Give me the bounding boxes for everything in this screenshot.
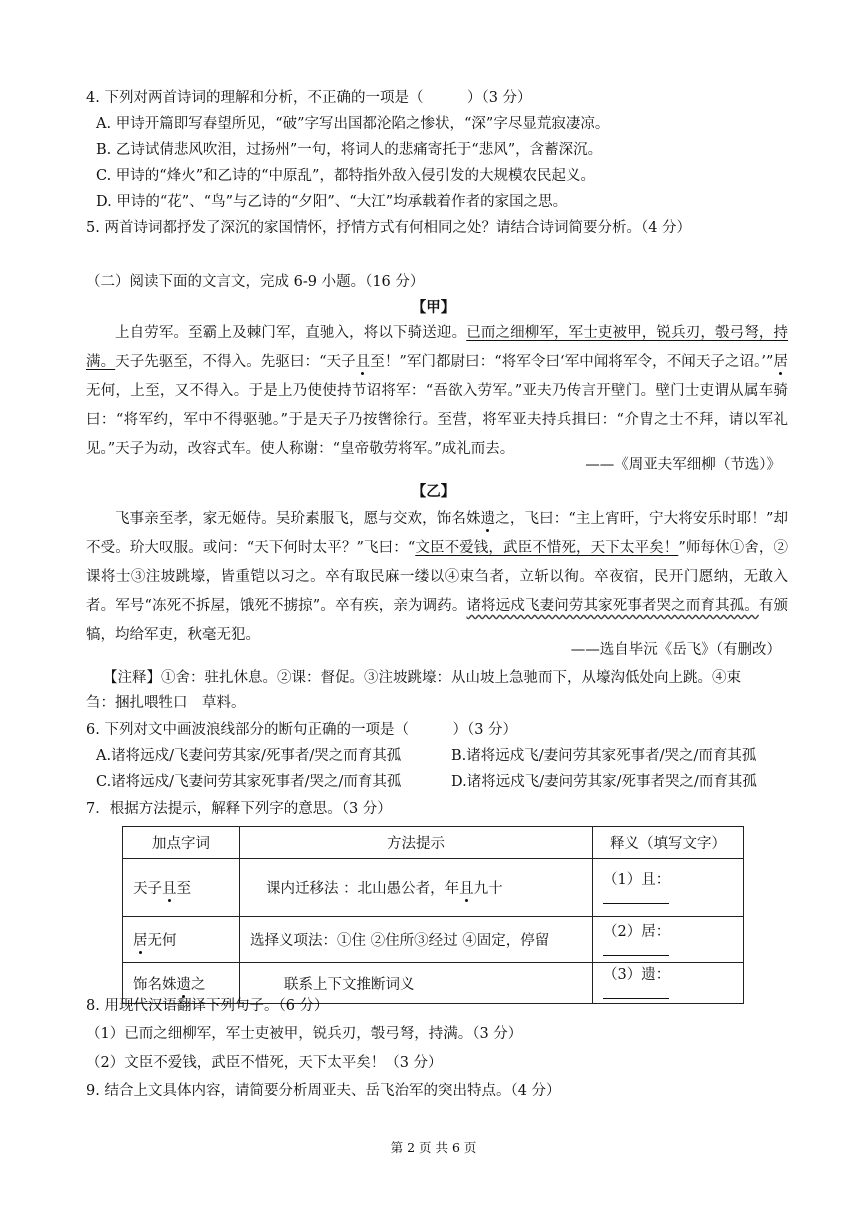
q8-sentence-2: （2）文臣不爱钱，武臣不惜死，天下太平矣！（3 分）: [86, 1055, 443, 1071]
dotted-char: 遗: [176, 976, 191, 993]
q7-row-1-answer: （1）且：: [593, 859, 744, 917]
q4-option-b: B. 乙诗试倩悲风吹泪，过扬州”一句，将词人的悲痛寄托于“悲风”，含蓄深沉。: [96, 142, 603, 158]
dotted-char: 居: [133, 933, 148, 949]
passage-jia-heading: 【甲】: [411, 299, 456, 316]
dotted-char-qie: 且: [355, 354, 371, 370]
passage-jia-source: ——《周亚夫军细柳（节选）》: [585, 457, 781, 473]
jia-text-b1: 天子先驱至，不得入。先驱曰：“天子: [115, 354, 356, 370]
dotted-char: 且: [459, 881, 474, 897]
passage-yi-heading: 【乙】: [411, 483, 456, 500]
q7-header-word: 加点字词: [123, 827, 240, 859]
q5-stem: 5. 两首诗词都抒发了深沉的家国情怀，抒情方式有何相同之处？请结合诗词简要分析。（4 分）: [86, 220, 692, 236]
q7-stem: 7．根据方法提示，解释下列字的意思。（3 分）: [86, 801, 392, 817]
q7-row-3-hint: 联系上下文推断词义: [240, 963, 593, 1004]
yi-text-a: 飞事亲至孝，家无姬侍。吴玠素服飞，愿与交欢，饰名姝: [115, 511, 481, 527]
dotted-char-ju: 居: [773, 354, 789, 370]
q8-sentence-1: （1）已而之细柳军，军士吏被甲，锐兵刃，彀弓弩，持满。（3 分）: [86, 1026, 523, 1042]
annotation-line-1: 【注释】①舍：驻扎休息。②课：督促。③注坡跳壕：从山坡上急驰而下，从壕沟低处向上跳。④束: [103, 670, 741, 686]
dotted-char: 且: [162, 881, 177, 897]
q7-table: [122, 826, 744, 1004]
q8-stem: 8. 用现代汉语翻译下列句子。（6 分）: [86, 998, 329, 1014]
answer-blank[interactable]: [603, 941, 669, 956]
jia-text-b3: 无何，上至，又不得入。于是上乃使使持节诏将军：“吾欲入劳军。”亚夫乃传言开壁门。壁门士吏谓从属车骑曰：“将军约，军中不得驱驰。”于是天子乃按辔徐行。至营，将军亚夫持兵揖曰：“介胄之士不拜，请以军礼见。”天子为动，改容式车。使人称谢：“皇帝敬劳将军。”成礼而去。: [86, 383, 788, 457]
q7-row-2-hint: 选择义项法：①住 ②住所③经过 ④固定，停留: [240, 917, 593, 963]
q7-header-hint: 方法提示: [240, 827, 593, 859]
q7-row-2: [123, 917, 744, 963]
answer-blank[interactable]: [603, 889, 669, 904]
dotted-char-yi: 遗: [480, 511, 496, 527]
page-footer: 第 2 页 共 6 页: [390, 1140, 477, 1155]
q7-row-1-hint: 课内迁移法 ：北山愚公者，年且九十: [240, 859, 593, 917]
q7-row-3-answer: （3）遗：: [593, 963, 744, 1004]
q7-row-1-word: 天子且至: [123, 859, 240, 917]
yi-text-b: 之，飞曰：“主上宵旰，宁大将安乐时耶！”却不受。玠大叹服。或问：“天下何时太平？”飞曰：“: [86, 511, 789, 556]
q6-option-d: D.诸将远戍飞/妻问劳其家/死事者哭之/而育其孤: [451, 774, 757, 790]
jia-underlined-sentence: 已而之细柳军，军士吏被甲，锐兵刃，彀弓弩，持满。: [86, 325, 789, 370]
q6-option-b: B.诸将远戍飞/妻问劳其家死事者/哭之/而育其孤: [451, 748, 757, 764]
q4-option-d: D. 甲诗的“花”、“鸟”与乙诗的“夕阳”、“大江”均承载着作者的家国之思。: [96, 194, 568, 210]
q4-option-c: C. 甲诗的“烽火”和乙诗的“中原乱”，都特指外敌入侵引发的大规模农民起义。: [96, 168, 595, 184]
q6-option-c: C.诸将远戍/飞妻问劳其家死事者/哭之/而育其孤: [96, 774, 402, 790]
answer-blank[interactable]: [603, 984, 669, 999]
q7-row-3-word: 饰名姝遗之: [123, 963, 240, 1004]
annotation-line-2: 刍：捆扎喂牲口 草料。: [86, 695, 246, 711]
q7-row-1: [123, 859, 744, 917]
yi-wavy-sentence: 诸将远戍飞妻问劳其家死事者哭之而育其孤。: [466, 598, 759, 614]
yi-underlined-sentence: 文臣不爱钱，武臣不惜死，天下太平矣！: [415, 540, 679, 556]
yi-text-d: 有颁犒，均给军吏，秋毫无犯。: [86, 598, 789, 643]
q6-option-a: A.诸将远戍/飞妻问劳其家/死事者/哭之而育其孤: [96, 748, 402, 764]
q6-stem: 6. 下列对文中画波浪线部分的断句正确的一项是（ ）（3 分）: [86, 722, 518, 738]
q7-row-2-answer: （2）居：: [593, 917, 744, 963]
section2-title: （二）阅读下面的文言文，完成 6-9 小题。（16 分）: [86, 274, 425, 290]
q4-stem: 4. 下列对两首诗词的理解和分析，不正确的一项是（ ）（3 分）: [86, 90, 532, 106]
passage-jia: [86, 319, 788, 464]
q4-option-a: A. 甲诗开篇即写春望所见，“破”字写出国都沦陷之惨状，“深”字尽显荒寂凄凉。: [96, 116, 610, 132]
passage-yi-source: ——选自毕沅《岳飞》（有删改）: [570, 642, 781, 658]
q7-header-meaning: 释义（填写文字）: [593, 827, 744, 859]
q7-row-2-word: 居无何: [123, 917, 240, 963]
jia-text-b2: 至！”军门都尉曰：“将军令曰‘军中闻将军令，不闻天子之诏。’”: [370, 354, 774, 370]
q9-stem: 9. 结合上文具体内容，请简要分析周亚夫、岳飞治军的突出特点。（4 分）: [86, 1083, 561, 1099]
passage-yi: [86, 505, 788, 650]
jia-text-a: 上自劳军。至霸上及棘门军，直驰入，将以下骑送迎。: [115, 325, 467, 341]
yi-text-c: ”师每休①舍，②课将士③注坡跳壕，皆重铠以习之。卒有取民麻一缕以④束刍者，立斩以徇。卒夜宿，民开门愿纳，无敢入者。军号“冻死不拆屋，饿死不掳掠”。卒有疾，亲为调药。: [86, 540, 789, 614]
